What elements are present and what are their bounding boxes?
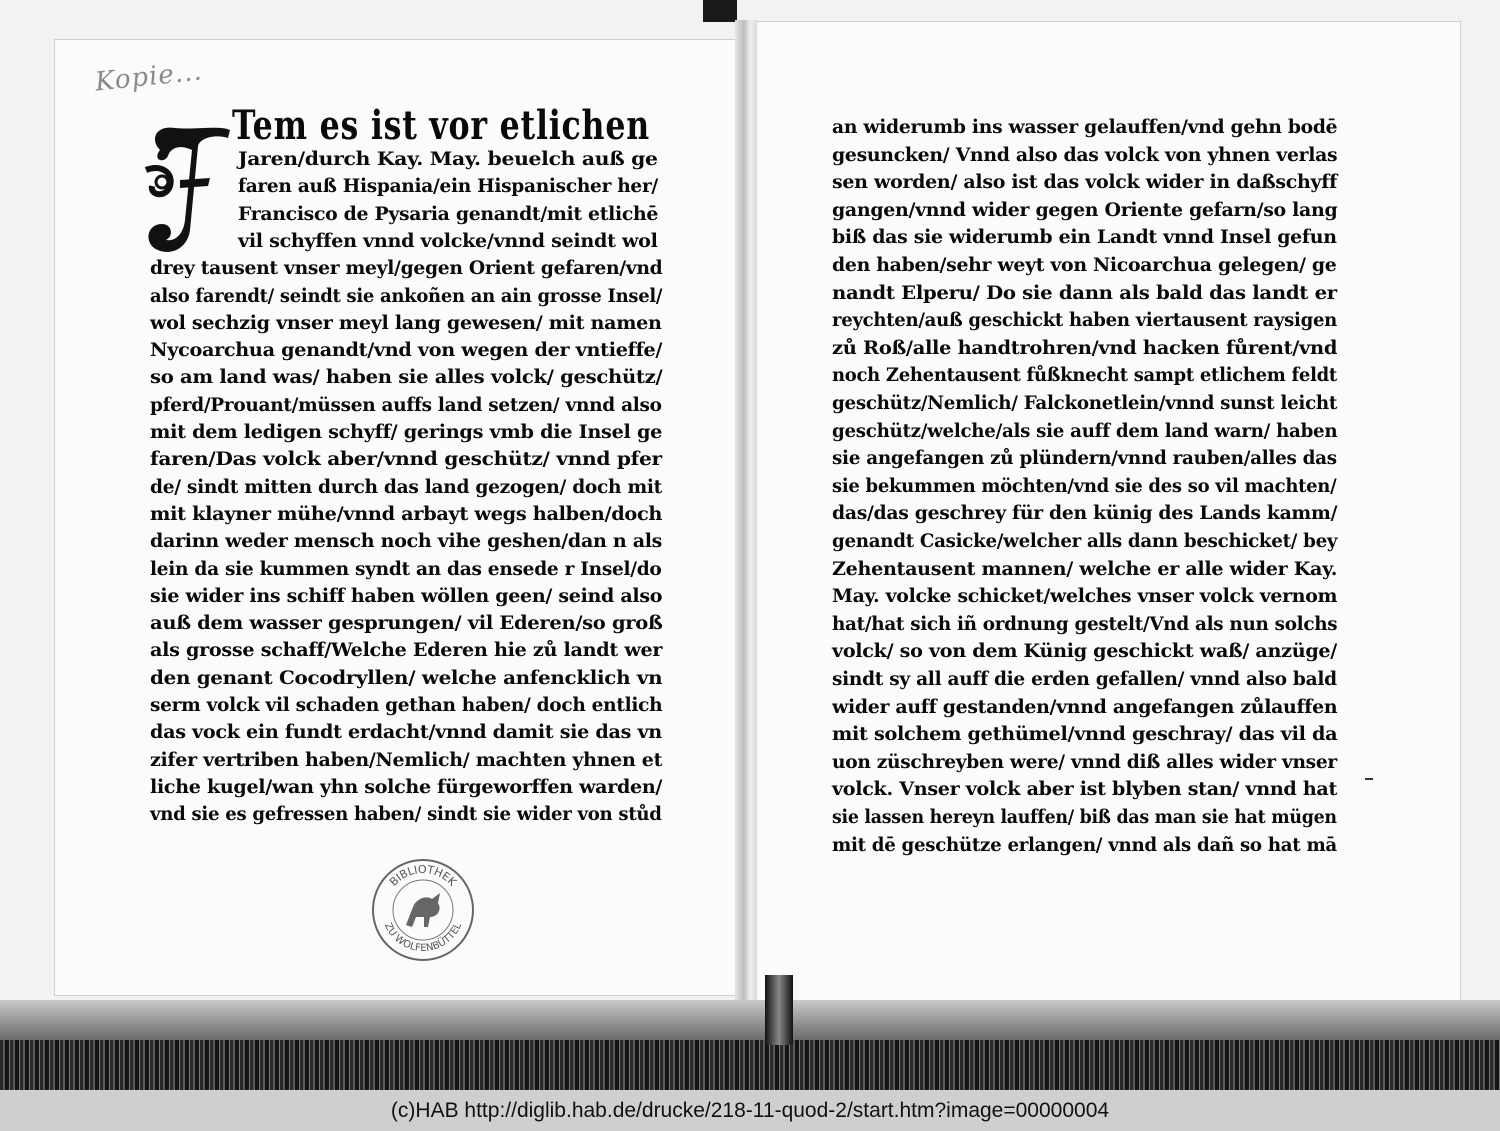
left-page-line: als grosse schaff/Welche Ederen hie zů landt wer	[150, 639, 663, 662]
left-page-line: darinn weder mensch noch vihe geshen/dan n als	[150, 530, 663, 553]
left-page-line: den genant Cocodryllen/ welche anfencklich vn	[150, 666, 663, 689]
left-page-line: wol sechzig vnser meyl lang gewesen/ mit namen	[150, 311, 662, 334]
left-page-line: serm volck vil schaden gethan haben/ doch entlich	[150, 694, 663, 716]
right-page-line: den haben/sehr weyt von Nicoarchua gelegen/ ge	[832, 254, 1337, 276]
handwritten-annotation: Kopie...	[93, 56, 204, 98]
right-page-line: sen worden/ also ist das volck wider in daßschyff	[832, 171, 1338, 194]
left-page-line: drey tausent vnser meyl/gegen Orient gefaren/vnd	[150, 257, 663, 280]
left-page-line: so am land was/ haben sie alles volck/ geschütz/	[150, 366, 663, 389]
stamp-bottom-text: ZU WOLFENBÜTTEL	[381, 921, 465, 955]
right-page-line: uon züschreyben were/ vnnd diß alles wider vnser	[832, 750, 1337, 773]
left-page-line: de/ sindt mitten durch das land gezogen/ doch mit	[150, 475, 662, 498]
library-stamp	[368, 855, 478, 965]
left-heading: Tem es ist vor etlichen	[232, 102, 650, 149]
right-page-line: das/das geschrey für den künig des Lands kamm/	[832, 502, 1338, 525]
stamp-top-text: BIBLIOTHEK	[387, 862, 459, 889]
right-page-line: gesuncken/ Vnnd also das volck von yhnen verlas	[832, 143, 1338, 166]
right-page-line: mit dē geschütze erlangen/ vnnd als dañ so hat mā	[832, 833, 1337, 856]
right-page-line: geschütz/Nemlich/ Falckonetlein/vnnd sunst leicht	[832, 392, 1338, 414]
left-page-line: vnd sie es gefressen haben/ sindt sie wider von stůd	[150, 803, 662, 826]
right-page-line: zů Roß/alle handtrohren/vnd hacken fůrent/vnd	[832, 336, 1338, 359]
right-page-line: volck/ so von dem Künig geschickt waß/ anzüge/	[832, 640, 1337, 663]
right-page-line: hat/hat sich iñ ordnung gestelt/Vnd als nun solchs	[832, 612, 1338, 635]
left-page-line: also farendt/ seindt sie ankoñen an ain grosse Insel/	[150, 284, 663, 307]
right-page-line: mit solchem gethümel/vnnd geschray/ das vil da	[832, 723, 1338, 746]
right-page-line: noch Zehentausent fůßknecht sampt etlichem feldt	[832, 364, 1337, 387]
right-page-line: nandt Elperu/ Do sie dann als bald das landt er	[832, 281, 1337, 304]
book-edge-shadow	[0, 1000, 1500, 1090]
left-page-line: vil schyffen vnnd volcke/vnnd seindt wol	[238, 229, 658, 252]
left-page-line: liche kugel/wan yhn solche fürgeworffen warden/	[150, 775, 663, 798]
right-page-line: sie lassen hereyn lauffen/ biß das man sie hat mügen	[832, 806, 1337, 828]
right-page-line: geschütz/welche/als sie auff dem land warn/ haben	[832, 419, 1338, 442]
left-page-line: pferd/Prouant/müssen auffs land setzen/ vnnd also	[150, 393, 662, 416]
source-footer: (c)HAB http://diglib.hab.de/drucke/218-11-quod-2/start.htm?image=00000004	[0, 1090, 1500, 1131]
left-page-line: faren auß Hispania/ein Hispanischer her/	[238, 175, 658, 198]
book-gutter	[735, 20, 757, 1020]
right-page-line: May. volcke schicket/welches vnser volck vernom	[832, 585, 1338, 608]
left-page-line: mit dem ledigen schyff/ gerings vmb die Insel ge	[150, 421, 663, 443]
margin-mark	[1365, 778, 1373, 780]
right-page-line: biß das sie widerumb ein Landt vnnd Insel gefun	[832, 226, 1337, 249]
binding-tab	[703, 0, 737, 22]
spine-shadow	[765, 975, 793, 1045]
right-page-line: sie bekummen möchten/vnd sie des so vil machten/	[832, 474, 1337, 497]
left-page-line: mit klayner mühe/vnnd arbayt wegs halben/doch	[150, 502, 663, 525]
right-page-line: wider auff gestanden/vnnd angefangen zůlauffen	[832, 695, 1338, 718]
left-page-line: sie wider ins schiff haben wöllen geen/ seind also	[150, 584, 663, 607]
left-page-line: Jaren/durch Kay. May. beuelch auß ge	[238, 148, 658, 170]
right-page-line: gangen/vnnd wider gegen Oriente gefarn/so lang	[832, 198, 1338, 221]
left-page-line: das vock ein fundt erdacht/vnnd damit sie das vn	[150, 721, 662, 744]
right-page-line: sie angefangen zů plündern/vnnd rauben/alles das	[832, 447, 1337, 470]
horse-emblem-icon	[406, 893, 440, 927]
right-page-line: volck. Vnser volck aber ist blyben stan/ vnnd hat	[832, 778, 1338, 801]
left-page-line: auß dem wasser gesprungen/ vil Ederen/so groß	[150, 612, 663, 635]
decorated-initial-letter	[140, 120, 235, 260]
right-page-line: reychten/auß geschickt haben viertausent raysigen	[832, 309, 1338, 332]
right-page-line: genandt Casicke/welcher alls dann beschicket/ bey	[832, 530, 1338, 552]
right-page-line: an widerumb ins wasser gelauffen/vnd gehn bodē	[832, 116, 1338, 138]
left-page-line: zifer vertriben haben/Nemlich/ machten yhnen et	[150, 748, 663, 771]
left-page-line: lein da sie kummen syndt an das ensede r Insel/do	[150, 557, 662, 580]
right-page-line: sindt sy all auff die erden gefallen/ vnnd also bald	[832, 668, 1337, 690]
left-page-line: Nycoarchua genandt/vnd von wegen der vntieffe/	[150, 339, 663, 362]
left-page-line: Francisco de Pysaria genandt/mit etlichē	[238, 202, 659, 225]
right-page-line: Zehentausent mannen/ welche er alle wider Kay.	[832, 557, 1338, 580]
left-page-line: faren/Das volck aber/vnnd geschütz/ vnnd pfer	[150, 448, 662, 471]
